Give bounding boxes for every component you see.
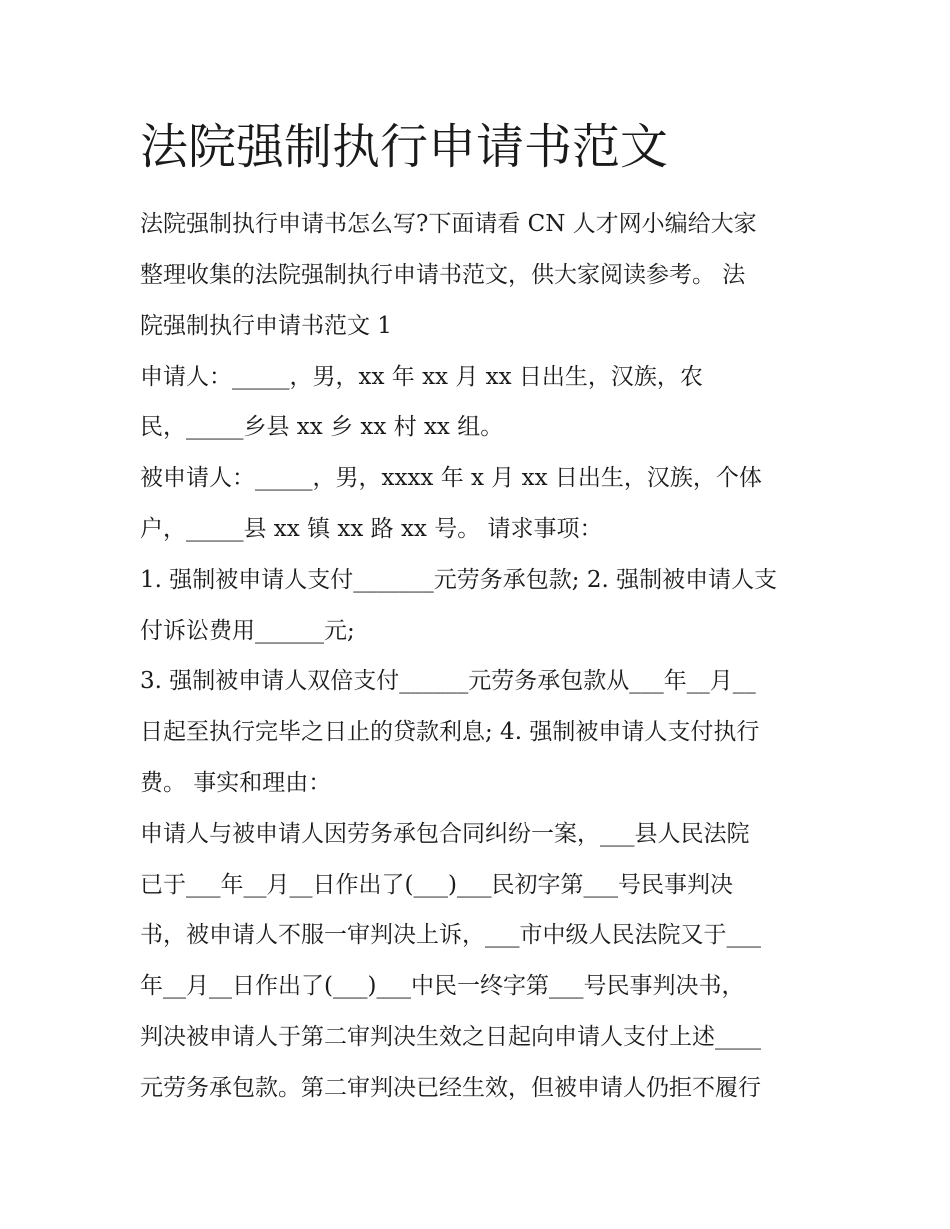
body-line: 院强制执行申请书范文 1 xyxy=(140,313,392,339)
body-line: 法院强制执行申请书怎么写?下面请看 CN 人才网小编给大家 xyxy=(140,211,757,237)
body-line: 户，_____县 xx 镇 xx 路 xx 号。 请求事项： xyxy=(140,516,603,542)
body-line: 3. 强制被申请人双倍支付______元劳务承包款从___年__月__ xyxy=(140,668,756,694)
body-line: 书，被申请人不服一审判决上诉，___市中级人民法院又于___ xyxy=(140,922,761,948)
body-line: 申请人：_____，男，xx 年 xx 月 xx 日出生，汉族，农 xyxy=(140,364,703,390)
body-line: 已于___年__月__日作出了(___)___民初字第___号民事判决 xyxy=(140,872,733,898)
body-line: 判决被申请人于第二审判决生效之日起向申请人支付上述____ xyxy=(140,1024,761,1050)
document-title: 法院强制执行申请书范文 xyxy=(140,119,669,175)
body-line: 费。 事实和理由： xyxy=(140,770,332,796)
body-line: 付诉讼费用______元; xyxy=(140,618,355,644)
body-line: 民，_____乡县 xx 乡 xx 村 xx 组。 xyxy=(140,414,504,440)
body-line: 1. 强制被申请人支付_______元劳务承包款; 2. 强制被申请人支 xyxy=(140,567,778,593)
body-line: 年__月__日作出了(___)___中民一终字第___号民事判决书， xyxy=(140,973,745,999)
body-line: 元劳务承包款。第二审判决已经生效，但被申请人仍拒不履行 xyxy=(140,1075,761,1101)
body-line: 日起至执行完毕之日止的贷款利息; 4. 强制被申请人支付执行 xyxy=(140,719,760,745)
body-line: 整理收集的法院强制执行申请书范文，供大家阅读参考。 法 xyxy=(140,262,746,288)
body-line: 申请人与被申请人因劳务承包合同纠纷一案，___县人民法院 xyxy=(140,821,750,847)
body-line: 被申请人：_____，男，xxxx 年 x 月 xx 日出生，汉族，个体 xyxy=(140,465,762,491)
